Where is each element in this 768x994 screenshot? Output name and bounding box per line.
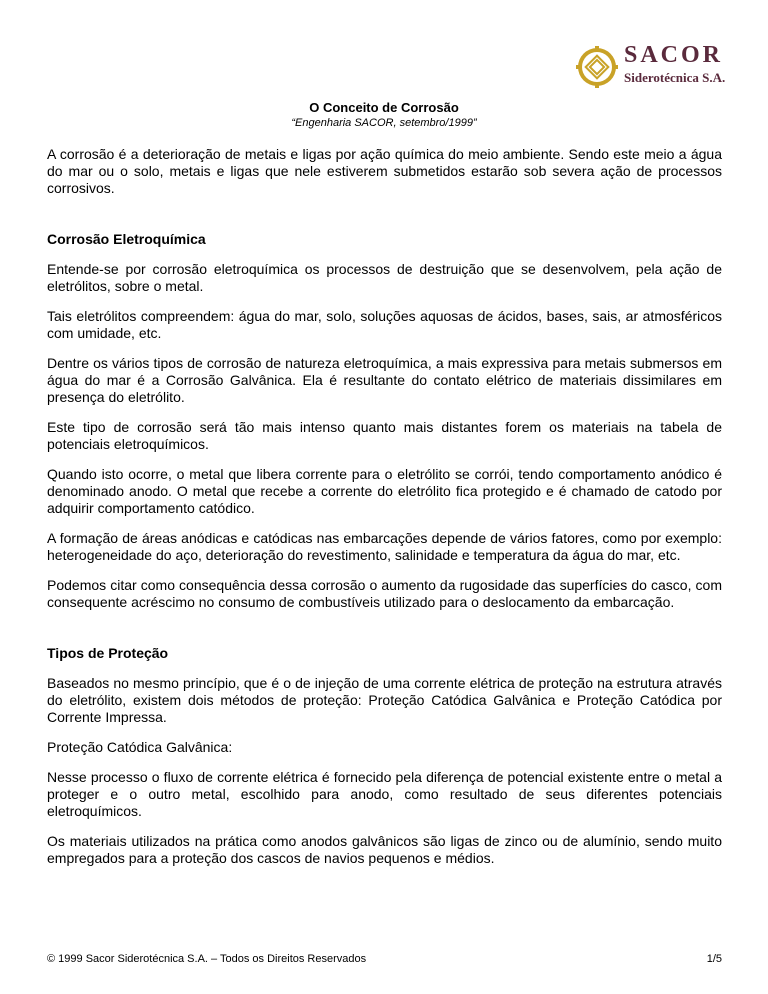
page-number: 1/5 <box>706 953 722 965</box>
intro-paragraph: A corrosão é a deterioração de metais e ligas por ação química do meio ambiente. Sendo este meio a água do mar ou o solo, metais e ligas que nele estiverem submetidos estarão sob severa ação de processos corrosivos. <box>47 146 722 196</box>
sacor-emblem-icon <box>576 46 618 88</box>
logo-subname: Siderotécnica S.A. <box>624 70 726 85</box>
section-heading-eletroquimica: Corrosão Eletroquímica <box>47 231 206 247</box>
logo-name: SACOR <box>624 42 724 68</box>
paragraph: Este tipo de corrosão será tão mais intenso quanto mais distantes forem os materiais na tabela de potenciais eletroquímicos. <box>47 419 722 452</box>
paragraph: Quando isto ocorre, o metal que libera corrente para o eletrólito se corrói, tendo comportamento anódico é denominado anodo. O metal que recebe a corrente do eletrólito fica protegido e é chamado de catodo por adquirir comportamento catódico. <box>47 466 722 516</box>
paragraph: Proteção Catódica Galvânica: <box>47 739 233 755</box>
page-footer <box>47 953 722 965</box>
section-heading-protecao: Tipos de Proteção <box>47 645 169 661</box>
paragraph: Os materiais utilizados na prática como anodos galvânicos são ligas de zinco ou de alumínio, sendo muito empregados para a proteção dos cascos de navios pequenos e médios. <box>47 833 722 866</box>
paragraph: A formação de áreas anódicas e catódicas nas embarcações depende de vários fatores, como por exemplo: heterogeneidade do aço, deterioração do revestimento, salinidade e temperatura da água do mar, etc. <box>47 530 722 563</box>
paragraph: Tais eletrólitos compreendem: água do mar, solo, soluções aquosas de ácidos, bases, sais, ar atmosféricos com umidade, etc. <box>47 308 722 341</box>
document-subtitle: “Engenharia SACOR, setembro/1999” <box>291 117 477 129</box>
company-logo <box>574 40 744 98</box>
copyright-text: © 1999 Sacor Siderotécnica S.A. – Todos os Direitos Reservados <box>47 953 367 965</box>
document-title: O Conceito de Corrosão <box>309 100 459 115</box>
paragraph: Podemos citar como consequência dessa corrosão o aumento da rugosidade das superfícies do casco, com consequente acréscimo no consumo de combustíveis utilizado para o deslocamento da embarcação. <box>47 577 722 610</box>
paragraph: Nesse processo o fluxo de corrente elétrica é fornecido pela diferença de potencial existente entre o metal a proteger e o outro metal, escolhido para anodo, como resultado de seus diferentes potenciais eletroquímicos. <box>47 769 722 819</box>
paragraph: Entende-se por corrosão eletroquímica os processos de destruição que se desenvolvem, pela ação de eletrólitos, sobre o metal. <box>47 261 722 294</box>
paragraph: Dentre os vários tipos de corrosão de natureza eletroquímica, a mais expressiva para metais submersos em água do mar é a Corrosão Galvânica. Ela é resultante do contato elétrico de materiais dissimilares em presença do eletrólito. <box>47 355 722 405</box>
document-body <box>47 146 722 867</box>
paragraph: Baseados no mesmo princípio, que é o de injeção de uma corrente elétrica de proteção na estrutura através do eletrólito, existem dois métodos de proteção: Proteção Catódica Galvânica e Proteção Catódica por Corrente Impressa. <box>47 675 722 725</box>
